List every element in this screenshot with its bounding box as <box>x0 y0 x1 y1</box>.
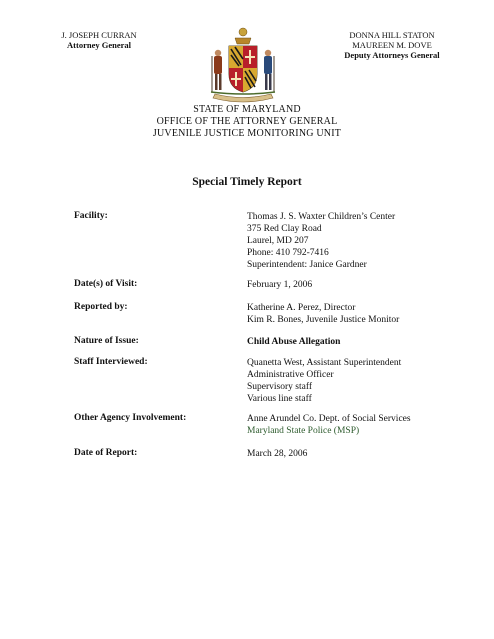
agency-label: Other Agency Involvement: <box>74 413 187 423</box>
facility-line: Phone: 410 792-7416 <box>247 248 329 258</box>
reporter-line: Kim R. Bones, Juvenile Justice Monitor <box>247 315 400 325</box>
report-title: Special Timely Report <box>192 176 302 188</box>
maryland-seal-icon <box>207 26 279 106</box>
report-date-value: March 28, 2006 <box>247 449 308 459</box>
deputy-name-2: MAUREEN M. DOVE <box>352 40 432 50</box>
facility-line: Thomas J. S. Waxter Children’s Center <box>247 212 396 222</box>
facility-value <box>247 211 395 271</box>
facility-line: Superintendent: Janice Gardner <box>247 260 367 270</box>
issue-value: Child Abuse Allegation <box>247 337 341 347</box>
staff-line: Administrative Officer <box>247 370 334 380</box>
agency-value <box>247 413 411 437</box>
report-date-label: Date of Report: <box>74 448 138 458</box>
agency-line: Maryland State Police (MSP) <box>247 426 360 436</box>
deputy-attorneys-title: Deputy Attorneys General <box>344 50 440 60</box>
office-line-1: STATE OF MARYLAND <box>193 104 301 115</box>
deputy-attorneys-block <box>322 30 462 60</box>
attorney-general-title: Attorney General <box>67 40 131 50</box>
facility-label: Facility: <box>74 211 108 221</box>
facility-line: 375 Red Clay Road <box>247 224 322 234</box>
reported-by-label: Reported by: <box>74 302 128 312</box>
staff-label: Staff Interviewed: <box>74 357 148 367</box>
office-line-3: JUVENILE JUSTICE MONITORING UNIT <box>152 128 342 139</box>
issue-label: Nature of Issue: <box>74 336 139 346</box>
office-heading <box>0 104 494 140</box>
staff-line: Supervisory staff <box>247 382 312 392</box>
attorney-general-name: J. JOSEPH CURRAN <box>61 30 137 40</box>
reporter-line: Katherine A. Perez, Director <box>247 303 356 313</box>
attorney-general-block <box>44 30 154 50</box>
office-line-2: OFFICE OF THE ATTORNEY GENERAL <box>156 116 338 127</box>
agency-line: Anne Arundel Co. Dept. of Social Services <box>247 414 411 424</box>
visit-date-label: Date(s) of Visit: <box>74 279 138 289</box>
deputy-name-1: DONNA HILL STATON <box>349 30 435 40</box>
reported-by-value <box>247 302 399 326</box>
staff-value <box>247 357 401 405</box>
visit-date-value: February 1, 2006 <box>247 280 313 290</box>
staff-line: Various line staff <box>247 394 312 404</box>
staff-line: Quanetta West, Assistant Superintendent <box>247 358 402 368</box>
facility-line: Laurel, MD 207 <box>247 236 309 246</box>
